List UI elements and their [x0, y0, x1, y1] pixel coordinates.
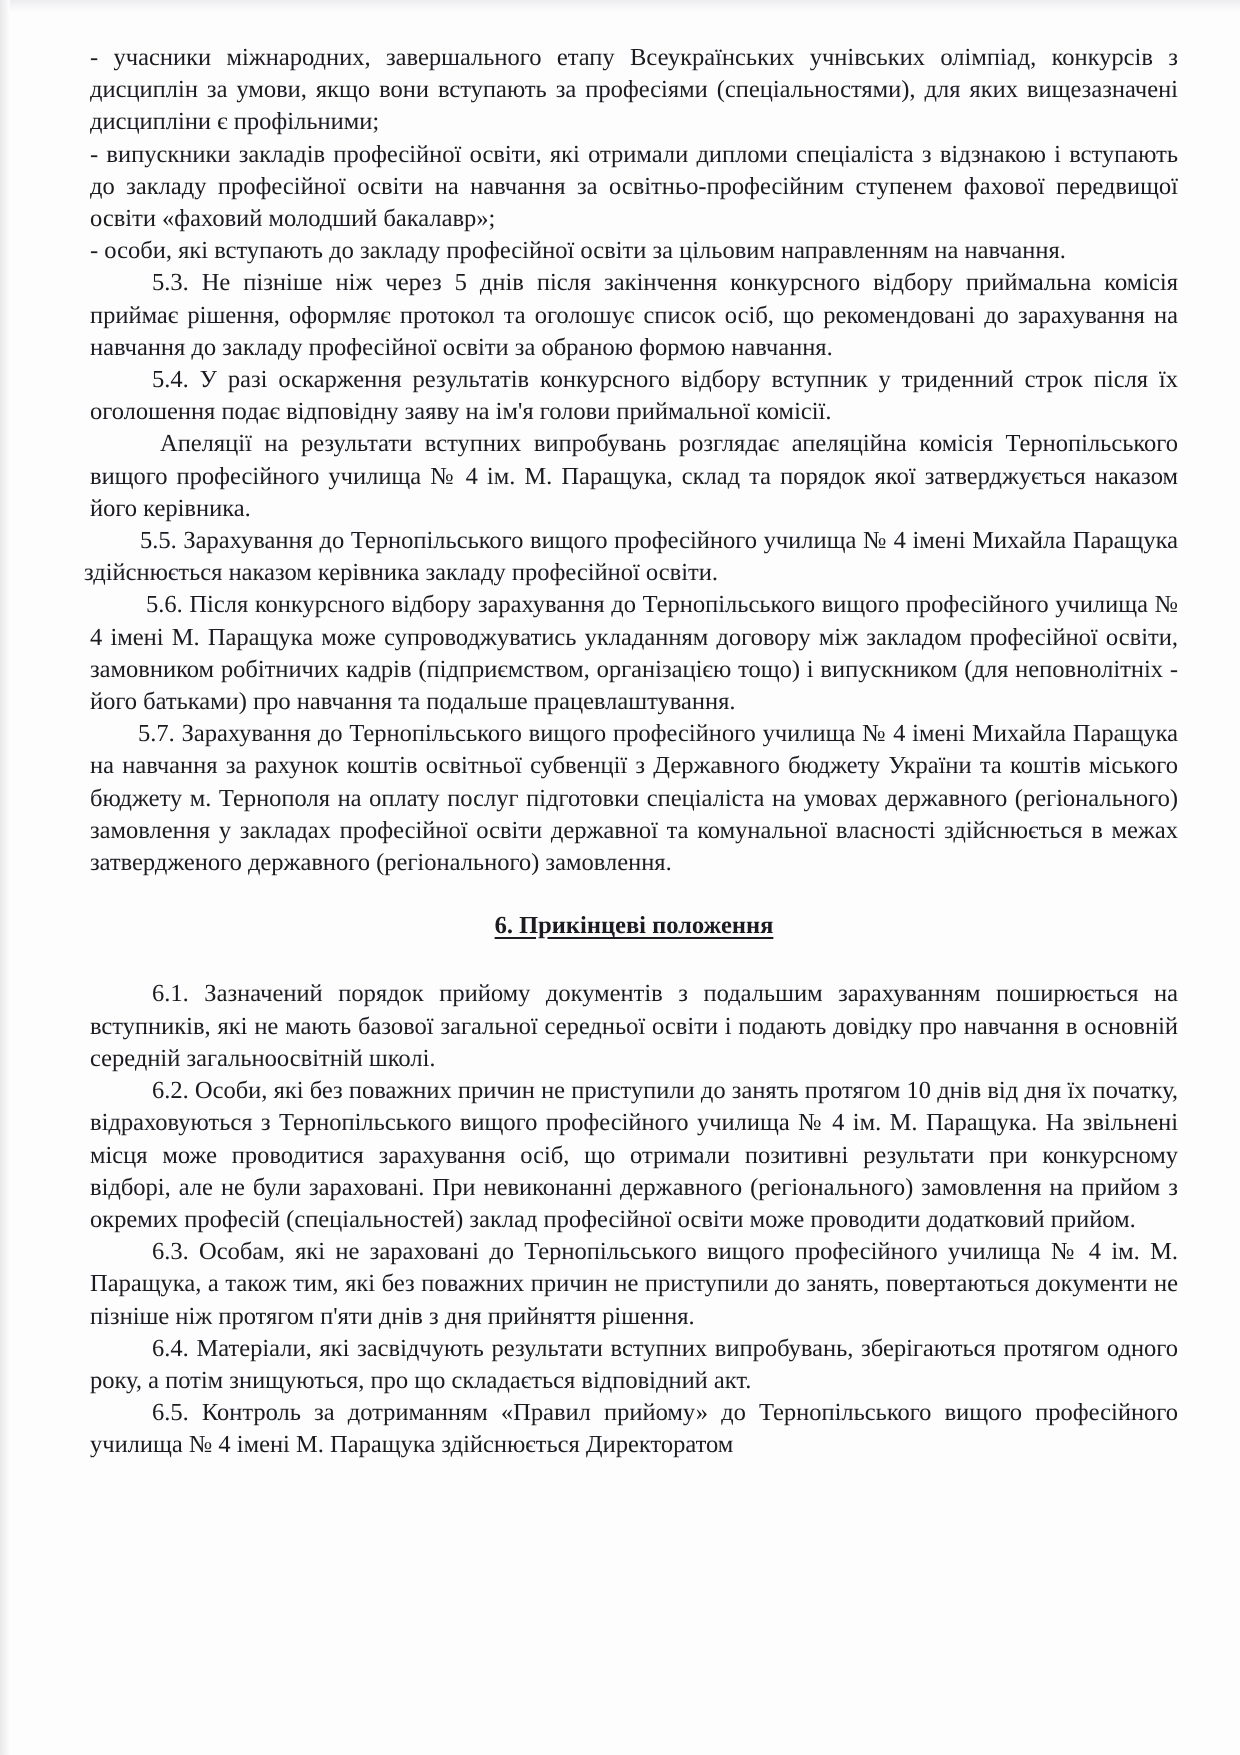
- bullet-olympiad-participants: - учасники міжнародних, завершального етапу Всеукраїнських учнівських олімпіад, конкурсів з дисциплін за умови, якщо вони вступають за професіями (спеціальностями), для яких вищезазначені дисципліни є профільними;: [90, 44, 1178, 136]
- paragraph-6-1: 6.1. Зазначений порядок прийому документів з подальшим зарахуванням поширюється на вступників, які не мають базової загальної середньої освіти і подають довідку про навчання в основній середній загальноосвітній школі.: [90, 980, 1178, 1072]
- paragraph-5-3: 5.3. Не пізніше ніж через 5 днів після закінчення конкурсного відбору приймальна комісія приймає рішення, оформляє протокол та оголошує список осіб, що рекомендовані до зарахування на навчання до закладу професійної освіти за обраною формою навчання.: [90, 269, 1178, 361]
- paragraph-6-2: 6.2. Особи, які без поважних причин не приступили до занять протягом 10 днів від дня їх початку, відраховуються з Тернопільського вищого професійного училища № 4 ім. М. Паращука. На звільнені місця може проводитися зарахування осіб, що отримали позитивні результати при конкурсному відборі, але не були зараховані. При невиконанні державного (регіонального) замовлення на прийом з окремих професій (спеціальностей) заклад професійної освіти може проводити додатковий прийом.: [90, 1077, 1178, 1233]
- scan-edge-top: [0, 0, 1240, 12]
- bullet-targeted-referral: - особи, які вступають до закладу професійної освіти за цільовим направленням на навчання.: [90, 237, 1066, 265]
- paragraph-5-4: 5.4. У разі оскарження результатів конкурсного відбору вступник у триденний строк після їх оголошення подає відповідну заяву на ім'я голови приймальної комісії.: [90, 366, 1178, 426]
- paragraph-5-6: 5.6. Після конкурсного відбору зарахування до Тернопільського вищого професійного училища № 4 імені М. Паращука може супроводжуватись укладанням договору між закладом професійної освіти, замовником робітничих кадрів (підприємством, організацією тощо) і випускником (для неповнолітніх - його батьками) про навчання та подальше працевлаштування.: [90, 591, 1178, 716]
- paragraph-6-5: 6.5. Контроль за дотриманням «Правил прийому» до Тернопільського вищого професійного училища № 4 імені М. Паращука здійснюється Директоратом: [90, 1399, 1178, 1459]
- section-6-heading: 6. Прикінцеві положення: [494, 912, 774, 940]
- paragraph-5-4-appeal: Апеляції на результати вступних випробувань розглядає апеляційна комісія Тернопільського вищого професійного училища № 4 ім. М. Паращука, склад та порядок якої затверджується наказом його керівника.: [90, 430, 1178, 522]
- paragraph-5-7: 5.7. Зарахування до Тернопільського вищого професійного училища № 4 імені Михайла Паращука на навчання за рахунок коштів освітньої субвенції з Державного бюджету України та коштів міського бюджету м. Тернополя на оплату послуг підготовки спеціаліста на умовах державного (регіонального) замовлення у закладах професійної освіти державної та комунальної власності здійснюється в межах затвердженого державного (регіонального) замовлення.: [90, 720, 1178, 877]
- paragraph-5-5: 5.5. Зарахування до Тернопільського вищого професійного училища № 4 імені Михайла Паращука здійснюється наказом керівника закладу професійної освіти.: [84, 527, 1178, 587]
- bullet-graduates-with-honors: - випускники закладів професійної освіти, які отримали дипломи спеціаліста з відзнакою і вступають до закладу професійної освіти на навчання за освітньо-професійним ступенем фахової передвищої освіти «фаховий молодший бакалавр»;: [90, 140, 1178, 233]
- scan-edge-left: [0, 0, 10, 1755]
- document-page: [84, 42, 1178, 1462]
- paragraph-6-3: 6.3. Особам, які не зараховані до Тернопільського вищого професійного училища № 4 ім. М. Паращука, а також тим, які без поважних причин не приступили до занять, повертаються документи не пізніше ніж протягом п'яти днів з дня прийняття рішення.: [90, 1238, 1178, 1330]
- paragraph-6-4: 6.4. Матеріали, які засвідчують результати вступних випробувань, зберігаються протягом одного року, а потім знищуються, про що складається відповідний акт.: [90, 1334, 1178, 1394]
